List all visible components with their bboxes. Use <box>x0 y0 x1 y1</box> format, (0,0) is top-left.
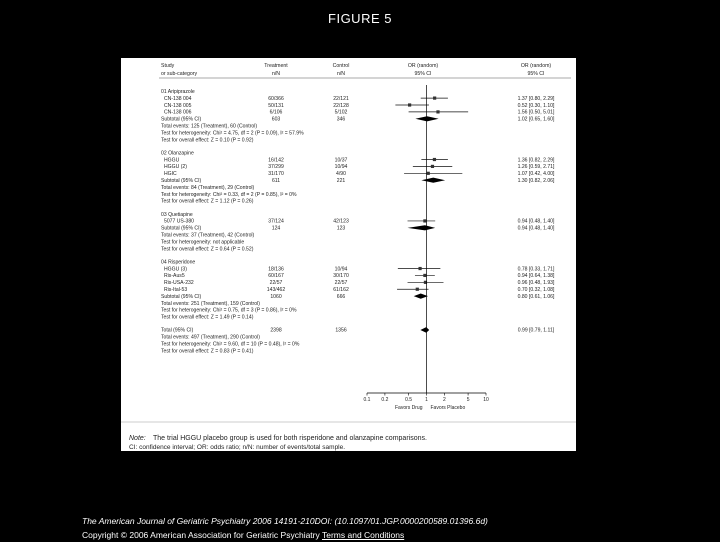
subtotal-3-treatment: 1060 <box>270 293 282 300</box>
study-1-2-ci: 1.07 [0.42, 4.00] <box>517 171 555 178</box>
group-note-1-1: Test for heterogeneity: Chi² = 0.33, df = 2 (P = 0.85), I² = 0% <box>161 191 297 198</box>
study-3-3-ci: 0.70 [0.32, 1.08] <box>517 287 555 294</box>
study-0-1-point <box>408 103 411 106</box>
study-0-2-ci: 1.56 [0.50, 5.01] <box>517 109 555 116</box>
group-note-0-1: Test for heterogeneity: Chi² = 4.75, df = 2 (P = 0.09), I² = 57.9% <box>161 130 304 137</box>
x-tick-label-3: 1 <box>425 397 428 403</box>
total-diamond <box>420 327 429 333</box>
study-0-1-treatment: 50/131 <box>268 102 284 109</box>
study-3-3-point <box>416 288 419 291</box>
study-1-0-ci: 1.36 [0.82, 2.29] <box>517 157 555 164</box>
subtotal-3-label: Subtotal (95% CI) <box>161 293 202 300</box>
study-1-2-name: HGIC <box>164 171 177 178</box>
group-heading-2: 03 Quetiapine <box>161 211 193 218</box>
study-0-2-name: CN-138 006 <box>164 109 192 116</box>
subtotal-3-diamond <box>414 294 428 299</box>
study-1-0-treatment: 16/142 <box>268 157 284 164</box>
study-3-1-point <box>423 274 426 277</box>
subtotal-0-ci: 1.02 [0.65, 1.60] <box>517 116 555 123</box>
subtotal-0-control: 346 <box>336 116 346 123</box>
study-3-2-control: 22/57 <box>334 280 348 287</box>
subtotal-2-label: Subtotal (95% CI) <box>161 225 202 232</box>
study-0-0-treatment: 60/366 <box>268 95 284 102</box>
study-0-1-name: CN-138 005 <box>164 102 192 109</box>
study-0-1-ci: 0.52 [0.30, 1.10] <box>517 102 555 109</box>
study-1-1-point <box>431 165 434 168</box>
figure-note <box>121 422 576 451</box>
study-3-1-treatment: 60/167 <box>268 273 284 280</box>
note-line-2: CI: confidence interval; OR: odds ratio; n/N: number of events/total sample. <box>129 444 346 451</box>
note-label: Note: <box>129 435 146 442</box>
total-ci: 0.99 [0.79, 1.11] <box>517 327 555 334</box>
x-tick-label-6: 10 <box>483 397 489 403</box>
study-1-0-point <box>433 158 436 161</box>
total-note-0: Total events: 497 (Treatment), 290 (Control) <box>161 334 260 341</box>
table-rows <box>161 89 555 354</box>
group-note-3-2: Test for overall effect: Z = 1.49 (P = 0.14) <box>161 314 254 321</box>
subtotal-2-diamond <box>408 225 436 230</box>
study-2-0-ci: 0.94 [0.48, 1.40] <box>517 218 555 225</box>
study-3-0-treatment: 18/136 <box>268 266 284 273</box>
group-heading-1: 02 Olanzapine <box>161 150 194 157</box>
study-1-1-treatment: 37/299 <box>268 164 284 171</box>
table-header <box>159 63 571 78</box>
header-or-ci-values: 95% CI <box>527 71 545 77</box>
favors-placebo-label: Favors Placebo <box>430 405 466 411</box>
favors-drug-label: Favors Drug <box>394 405 423 411</box>
x-tick-label-0: 0.1 <box>363 397 371 403</box>
header-or-random: OR (random) <box>407 63 439 69</box>
study-1-2-point <box>427 172 430 175</box>
study-2-0-point <box>423 219 426 222</box>
study-3-1-name: Ris-Aus5 <box>164 273 185 280</box>
group-note-2-1: Test for heterogeneity: not applicable <box>161 239 245 246</box>
group-heading-0: 01 Aripiprazole <box>161 89 195 95</box>
study-3-3-name: Ris-Ital-53 <box>164 287 188 294</box>
page-title: FIGURE 5 <box>328 11 392 26</box>
footer-copyright: Copyright © 2006 American Association for Geriatric Psychiatry <box>82 530 320 540</box>
header-treatment-nn: n/N <box>271 71 281 77</box>
study-3-2-treatment: 22/57 <box>269 280 283 287</box>
subtotal-1-control: 221 <box>336 178 346 185</box>
x-axis <box>364 85 489 411</box>
header-study: Study <box>161 63 175 69</box>
study-3-0-ci: 0.78 [0.33, 1.71] <box>517 266 555 273</box>
study-0-0-control: 22/121 <box>333 95 349 102</box>
forest-plot-svg <box>121 58 576 451</box>
group-note-0-0: Total events: 125 (Treatment), 60 (Control) <box>161 123 258 130</box>
terms-link[interactable]: Terms and Conditions <box>321 530 405 540</box>
study-0-0-ci: 1.37 [0.80, 2.29] <box>517 95 555 102</box>
forest-plot-figure <box>121 58 576 451</box>
study-3-0-control: 10/94 <box>334 266 348 273</box>
study-3-3-treatment: 143/462 <box>266 287 286 294</box>
study-2-0-name: 5077 US-380 <box>164 218 195 225</box>
subtotal-2-treatment: 124 <box>271 225 281 232</box>
total-note-2: Test for overall effect: Z = 0.83 (P = 0.41) <box>161 348 254 355</box>
study-0-1-control: 22/128 <box>333 102 349 109</box>
group-heading-3: 04 Risperidone <box>161 259 196 266</box>
study-3-2-name: Ris-USA-232 <box>164 280 194 287</box>
subtotal-1-diamond <box>421 178 445 183</box>
subtotal-1-ci: 1.30 [0.82, 2.06] <box>517 178 555 185</box>
study-3-0-name: HGGU (3) <box>164 266 187 273</box>
group-note-3-0: Total events: 251 (Treatment), 159 (Control) <box>161 300 260 307</box>
study-1-2-control: 4/90 <box>336 171 346 178</box>
header-or-ci: 95% CI <box>414 71 432 77</box>
subtotal-0-diamond <box>415 116 438 121</box>
study-0-2-point <box>436 110 439 113</box>
x-tick-label-1: 0.2 <box>381 397 389 403</box>
group-note-0-2: Test for overall effect: Z = 0.10 (P = 0.92) <box>161 137 254 144</box>
total-control: 1356 <box>335 327 347 334</box>
study-3-0-point <box>418 267 421 270</box>
total-note-1: Test for heterogeneity: Chi² = 9.60, df = 10 (P = 0.48), I² = 0% <box>161 341 300 348</box>
footer-citation: The American Journal of Geriatric Psychiatry 2006 14191-210DOI: (10.1097/01.JGP.0000200589.01396.6d) <box>82 516 488 526</box>
subtotal-3-ci: 0.80 [0.61, 1.06] <box>517 293 555 300</box>
subtotal-3-control: 666 <box>336 293 346 300</box>
study-1-0-name: HGGU <box>164 157 180 164</box>
group-note-2-0: Total events: 37 (Treatment), 42 (Control) <box>161 232 255 239</box>
study-3-3-control: 61/162 <box>333 287 349 294</box>
subtotal-0-treatment: 603 <box>271 116 281 123</box>
x-tick-label-5: 5 <box>466 397 470 403</box>
header-or-random-values: OR (random) <box>520 63 552 69</box>
study-1-1-control: 10/94 <box>334 164 348 171</box>
group-note-3-1: Test for heterogeneity: Chi² = 0.75, df = 3 (P = 0.86), I² = 0% <box>161 307 297 314</box>
study-1-1-name: HGGU (2) <box>164 164 187 171</box>
group-note-1-0: Total events: 84 (Treatment), 29 (Control) <box>161 184 255 191</box>
subtotal-2-control: 123 <box>336 225 346 232</box>
x-tick-label-2: 0.5 <box>405 397 413 403</box>
subtotal-2-ci: 0.94 [0.48, 1.40] <box>517 225 555 232</box>
total-treatment: 2398 <box>270 327 282 334</box>
header-control-nn: n/N <box>336 71 346 77</box>
study-0-2-control: 5/102 <box>334 109 348 116</box>
total-label: Total (95% CI) <box>161 327 194 334</box>
study-2-0-control: 42/123 <box>333 218 349 225</box>
group-note-1-2: Test for overall effect: Z = 1.12 (P = 0.26) <box>161 198 254 205</box>
study-0-2-treatment: 6/106 <box>269 109 283 116</box>
study-1-0-control: 10/37 <box>334 157 348 164</box>
study-3-1-ci: 0.94 [0.64, 1.38] <box>517 273 555 280</box>
x-tick-label-4: 2 <box>443 397 446 403</box>
note-line-1: The trial HGGU placebo group is used for both risperidone and olanzapine comparisons. <box>153 435 427 442</box>
subtotal-0-label: Subtotal (95% CI) <box>161 116 202 123</box>
header-subcategory: or sub-category <box>161 71 198 77</box>
study-1-2-treatment: 31/170 <box>268 171 284 178</box>
footer <box>82 514 488 542</box>
study-3-1-control: 30/170 <box>333 273 349 280</box>
header-control: Control <box>332 63 350 69</box>
subtotal-1-treatment: 611 <box>271 178 281 185</box>
study-0-0-point <box>433 97 436 100</box>
study-2-0-treatment: 37/124 <box>268 218 284 225</box>
group-note-2-2: Test for overall effect: Z = 0.64 (P = 0.52) <box>161 246 254 253</box>
subtotal-1-label: Subtotal (95% CI) <box>161 178 202 185</box>
header-treatment: Treatment <box>264 63 288 69</box>
study-0-0-name: CN-138 004 <box>164 95 192 102</box>
study-3-2-ci: 0.96 [0.48, 1.93] <box>517 280 555 287</box>
study-1-1-ci: 1.26 [0.59, 2.71] <box>517 164 555 171</box>
